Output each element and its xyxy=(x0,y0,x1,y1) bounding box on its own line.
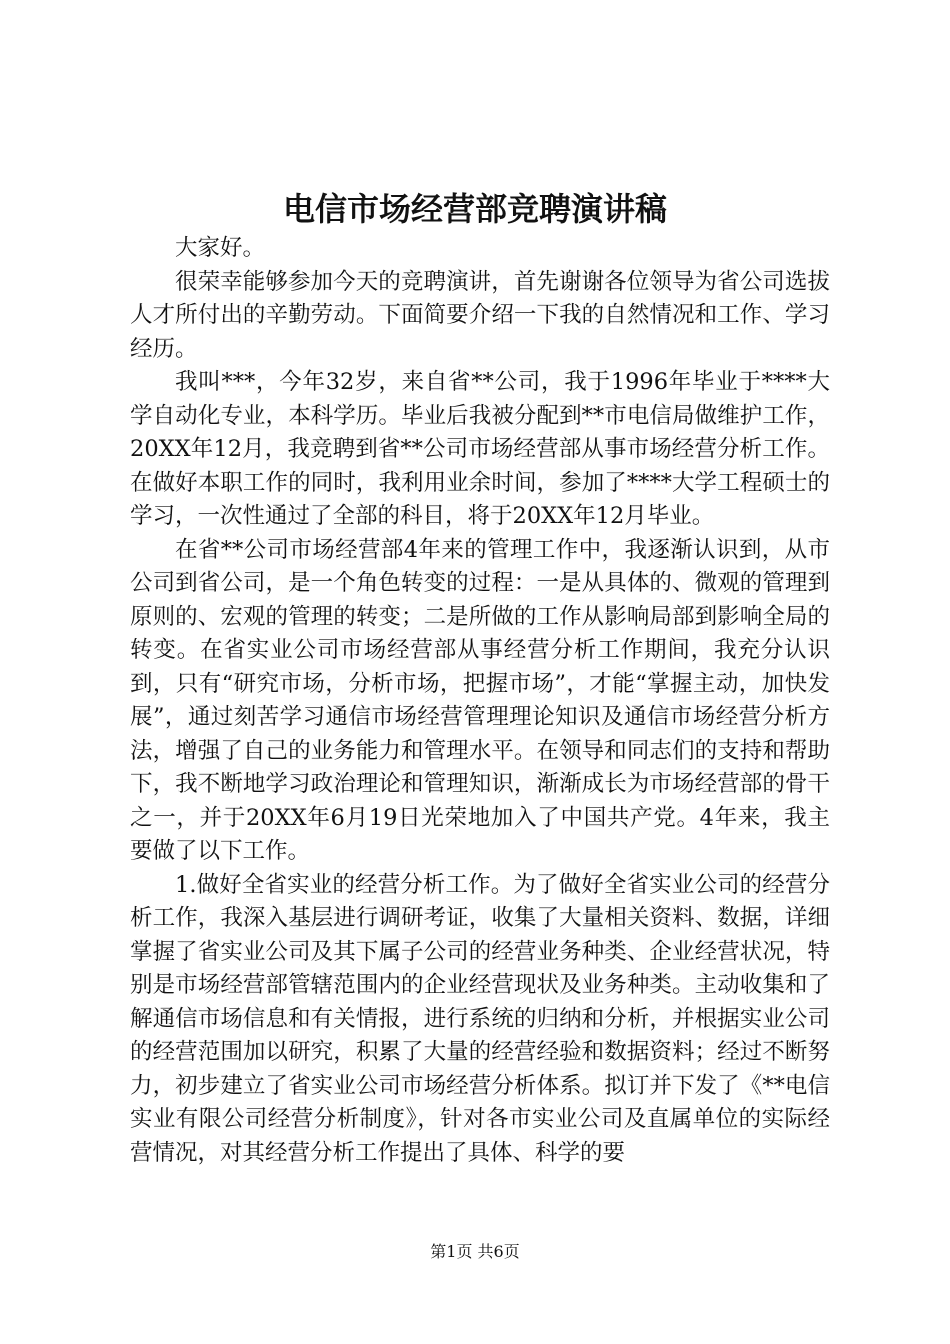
paragraph: 1.做好全省实业的经营分析工作。为了做好全省实业公司的经营分析工作，我深入基层进行调研考证，收集了大量相关资料、数据，详细掌握了省实业公司及其下属子公司的经营业务种类、企业经营状况，特别是市场经营部管辖范围内的企业经营现状及业务种类。主动收集和了解通信市场信息和有关情报，进行系统的归纳和分析，并根据实业公司的经营范围加以研究，积累了大量的经营经验和数据资料；经过不断努力，初步建立了省实业公司市场经营分析体系。拟订并下发了《**电信实业有限公司经营分析制度》，针对各市实业公司及直属单位的实际经营情况，对其经营分析工作提出了具体、科学的要 xyxy=(130,871,830,1166)
paragraph: 大家好。 xyxy=(175,235,266,261)
paragraph: 在省**公司市场经营部4年来的管理工作中，我逐渐认识到，从市公司到省公司，是一个角色转变的过程：一是从具体的、微观的管理到原则的、宏观的管理的转变；二是所做的工作从影响局部到影响全局的转变。在省实业公司市场经营部从事经营分析工作期间，我充分认识到，只有“研究市场，分析市场，把握市场”，才能“掌握主动，加快发展”，通过刻苦学习通信市场经营管理理论知识及通信市场经营分析方法，增强了自己的业务能力和管理水平。在领导和同志们的支持和帮助下，我不断地学习政治理论和管理知识，渐渐成长为市场经营部的骨干之一，并于20XX年6月19日光荣地加入了中国共产党。4年来，我主要做了以下工作。 xyxy=(130,536,830,864)
document-body xyxy=(130,232,830,1170)
paragraph: 我叫***，今年32岁，来自省**公司，我于1996年毕业于****大学自动化专业，本科学历。毕业后我被分配到**市电信局做维护工作，20XX年12月，我竞聘到省**公司市场经营部从事市场经营分析工作。在做好本职工作的同时，我利用业余时间，参加了****大学工程硕士的学习，一次性通过了全部的科目，将于20XX年12月毕业。 xyxy=(130,369,830,529)
document-title: 电信市场经营部竞聘演讲稿 xyxy=(282,190,667,228)
page-number-footer: 第1页 共6页 xyxy=(430,1242,520,1261)
paragraph: 很荣幸能够参加今天的竞聘演讲，首先谢谢各位领导为省公司选拔人才所付出的辛勤劳动。下面简要介绍一下我的自然情况和工作、学习经历。 xyxy=(130,268,830,362)
